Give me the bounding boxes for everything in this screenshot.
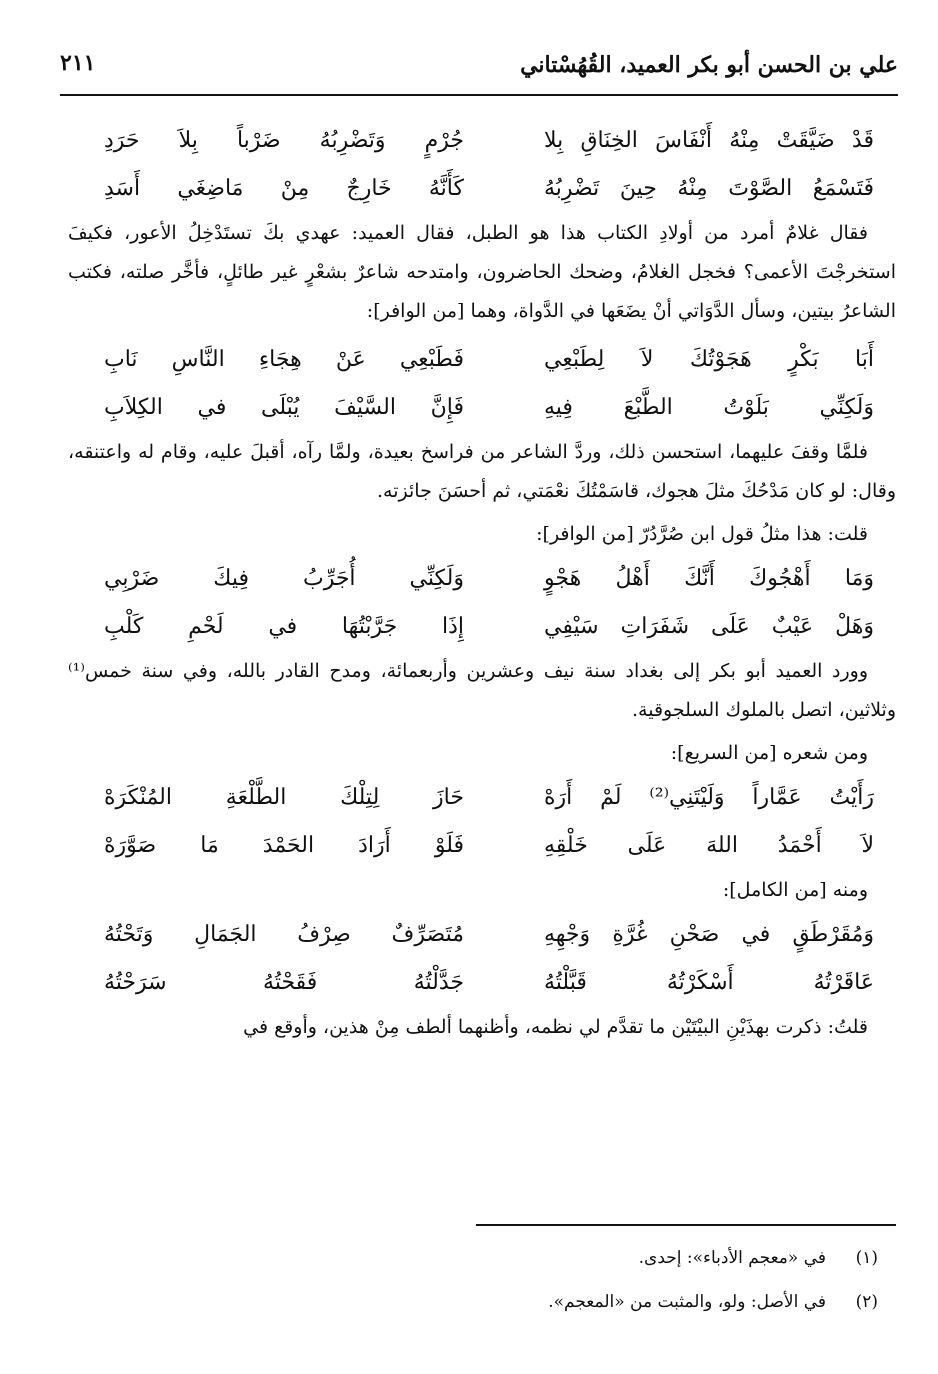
verse-first-hemistich: وَهَلْ عَيْبٌ عَلَى شَفَرَاتِ سَيْفِي — [544, 613, 874, 639]
footnote-number: (١) — [855, 1248, 878, 1268]
prose-paragraph: فلمَّا وقفَ عليهما، استحسن ذلك، وردَّ الشاعر من فراسخ بعيدة، ولمَّا رآه، أقبلَ عليه، وقام له واعتنقه، وقال: لو كان مَدْحُكَ مثلَ هجوك، قاسَمْتُكَ نعْمَتي، ثم أحسَنَ جائزته. — [68, 441, 896, 502]
verse-first-hemistich: عَاقَرْتُهُ أَسْكَرْتُهُ قَبَّلْتُهُ — [544, 969, 874, 995]
main-text — [68, 116, 896, 1051]
prose-paragraph: قلتُ: ذكرت بهذَيْنِ البيْتَيْن ما تقدَّم لي نظمه، وأظنهما ألطف مِنْ هذين، وأوقع في — [243, 1016, 868, 1038]
page-header — [60, 48, 898, 96]
footnote — [68, 1236, 878, 1280]
verse-line — [68, 958, 896, 1006]
footnote-text: في الأصل: ولو، والمثبت من «المعجم». — [548, 1292, 826, 1312]
verse-second-hemistich: فَلَوْ أَرَادَ الحَمْدَ مَا صَوَّرَهْ — [104, 832, 464, 858]
verse-first-hemistich: وَلَكِنِّي بَلَوْتُ الطَّبْعَ فِيهِ — [544, 394, 874, 420]
verse-line — [68, 773, 896, 821]
verse-introduction: قلت: هذا مثلُ قول ابن صُرَّدُرّ [من الوافر]: — [536, 523, 868, 545]
verse-second-hemistich: وَلَكِنِّي أُجَرِّبُ فِيكَ ضَرْبِي — [104, 565, 464, 591]
verse-first-hemistich: لاَ أَحْمَدُ اللهَ عَلَى خَلْقِهِ — [544, 832, 874, 858]
running-title: علي بن الحسن أبو بكر العميد، القُهُسْتاني — [520, 52, 898, 78]
footnote-divider — [476, 1224, 896, 1226]
verse-second-hemistich: فَطَبْعِي عَنْ هِجَاءِ النَّاسِ نَابِ — [104, 346, 464, 372]
verse-second-hemistich: جُرْمٍ وَتَضْرِبُهُ ضَرْباً بِلاَ حَرَدِ — [104, 127, 464, 153]
verse-line — [68, 164, 896, 212]
prose-paragraph: وورد العميد أبو بكر إلى بغداد سنة نيف وعشرين وأربعمائة، ومدح القادر بالله، وفي سنة خمس⁽¹⁾ وثلاثين، اتصل بالملوك السلجوقية. — [68, 660, 896, 721]
verse-introduction: ومنه [من الكامل]: — [722, 879, 868, 901]
prose-paragraph: فقال غلامٌ أمرد من أولادِ الكتاب هذا هو الطبل، فقال العميد: عهدي بكَ تستَدْخِلُ الأعور، فكيفَ استخرجْتَ الأعمى؟ فخجل الغلامُ، وضحك الحاضرون، وامتدحه شاعرٌ بشعْرٍ غير طائلٍ، فأخَّر صلته، فكتب الشاعرُ بيتين، وسأل الدَّوَاتي أنْ يضَعَها في الدَّواة، وهما [من الوافر]: — [68, 222, 896, 322]
verse-line — [68, 602, 896, 650]
verse-introduction: ومن شعره [من السريع]: — [670, 742, 868, 764]
verse-second-hemistich: جَدَّلْتُهُ فَقَحْتُهُ سَرَحْتُهُ — [104, 969, 464, 995]
footnote-number: (٢) — [855, 1292, 878, 1312]
verse-line — [68, 821, 896, 869]
verse-line — [68, 554, 896, 602]
verse-second-hemistich: حَازَ لِتِلْكَ الطَّلْعَةِ المُنْكَرَهْ — [104, 784, 464, 810]
footnote — [68, 1280, 878, 1324]
footnote-text: في «معجم الأدباء»: إحدى. — [638, 1248, 826, 1268]
verse-first-hemistich: وَمُقَرْطَقٍ في صَحْنِ غُرَّةِ وَجْهِهِ — [544, 921, 874, 947]
verse-second-hemistich: مُتَصَرِّفٌ صِرْفُ الجَمَالِ وَتَحْتُهُ — [104, 921, 464, 947]
verse-first-hemistich: فَتَسْمَعُ الصَّوْتَ مِنْهُ حِينَ تَضْرِبُهُ — [544, 175, 874, 201]
verse-line — [68, 335, 896, 383]
verse-line — [68, 116, 896, 164]
verse-first-hemistich: رَأَيْتُ عَمَّاراً وَلَيْتَنِي⁽²⁾ لَمْ أَرَهْ — [544, 784, 875, 810]
verse-second-hemistich: إِذَا جَرَّبْتُهَا في لَحْمِ كَلْبِ — [104, 613, 464, 639]
verse-line — [68, 910, 896, 958]
verse-second-hemistich: كَأَنَّهُ خَارِجٌ مِنْ مَاضِغَي أَسَدِ — [104, 175, 464, 201]
verse-first-hemistich: أَبَا بَكْرٍ هَجَوْتُكَ لاَ لِطَبْعِي — [544, 346, 874, 372]
verse-second-hemistich: فَإِنَّ السَّيْفَ يُبْلَى في الكِلاَبِ — [104, 394, 464, 420]
footnotes — [68, 1236, 878, 1324]
verse-first-hemistich: وَمَا أَهْجُوكَ أَنَّكَ أَهْلُ هَجْوٍ — [544, 565, 874, 591]
verse-first-hemistich: قَدْ ضَيَّقَتْ مِنْهُ أَنْفَاسَ الخِنَاقِ بِلا — [544, 127, 874, 153]
page-number: ٢١١ — [60, 50, 96, 76]
verse-line — [68, 383, 896, 431]
